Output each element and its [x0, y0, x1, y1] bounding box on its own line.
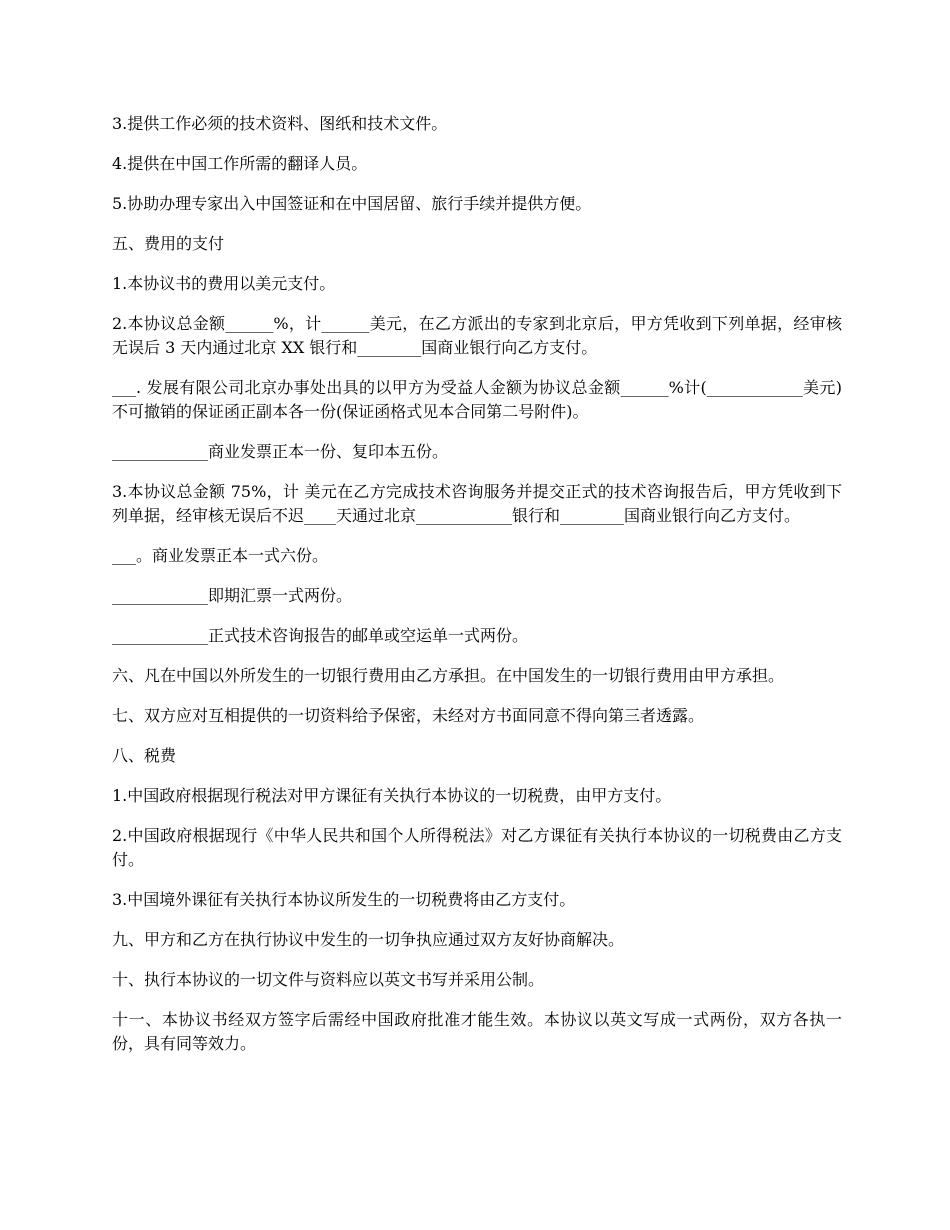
payment-sight-draft: ____________即期汇票一式两份。 — [112, 586, 353, 605]
tax-clause-1: 1.中国政府根据现行税法对甲方课征有关执行本协议的一切税费，由甲方支付。 — [112, 786, 672, 805]
payment-guarantee-letter: ___. 发展有限公司北京办事处出具的以甲方为受益人金额为协议总金额______%计(____________美元)不可撤销的保证函正副本各一份(保证函格式见本合同第二号附件)。 — [112, 378, 842, 421]
tax-clause-2: 2.中国政府根据现行《中华人民共和国个人所得税法》对乙方课征有关执行本协议的一切税费由乙方支付。 — [112, 826, 842, 869]
clause-5-visa-assistance: 5.协助办理专家出入中国签证和在中国居留、旅行手续并提供方便。 — [112, 194, 592, 213]
payment-clause-3: 3.本协议总金额 75%，计 美元在乙方完成技术咨询服务并提交正式的技术咨询报告后，甲方凭收到下列单据，经审核无误后不迟____天通过北京____________银行和________国商业银行向乙方支付。 — [112, 482, 842, 525]
clause-4-provide-translators: 4.提供在中国工作所需的翻译人员。 — [112, 154, 368, 173]
section-9-disputes: 九、甲方和乙方在执行协议中发生的一切争执应通过双方友好协商解决。 — [112, 930, 625, 949]
clause-3-provide-technical-materials: 3.提供工作必须的技术资料、图纸和技术文件。 — [112, 114, 448, 133]
tax-clause-3: 3.中国境外课征有关执行本协议所发生的一切税费将由乙方支付。 — [112, 890, 576, 909]
section-6-bank-fees: 六、凡在中国以外所发生的一切银行费用由乙方承担。在中国发生的一切银行费用由甲方承担。 — [112, 666, 785, 685]
section-8-heading: 八、税费 — [112, 746, 177, 765]
payment-clause-1: 1.本协议书的费用以美元支付。 — [112, 274, 336, 293]
payment-commercial-invoice: ____________商业发票正本一份、复印本五份。 — [112, 442, 449, 461]
document-page — [112, 112, 842, 1072]
payment-invoice-six-copies: ___。商业发票正本一式六份。 — [112, 546, 329, 565]
section-5-heading: 五、费用的支付 — [112, 234, 225, 253]
payment-clause-2: 2.本协议总金额______%，计______美元，在乙方派出的专家到北京后，甲方凭收到下列单据，经审核无误后 3 天内通过北京 XX 银行和________国商业银行向乙方支付。 — [112, 314, 842, 357]
payment-report-waybill: ____________正式技术咨询报告的邮单或空运单一式两份。 — [112, 626, 529, 645]
section-10-language: 十、执行本协议的一切文件与资料应以英文书写并采用公制。 — [112, 970, 545, 989]
section-7-confidentiality: 七、双方应对互相提供的一切资料给予保密，未经对方书面同意不得向第三者透露。 — [112, 706, 705, 725]
section-11-effectiveness: 十一、本协议书经双方签字后需经中国政府批准才能生效。本协议以英文写成一式两份，双方各执一份，具有同等效力。 — [112, 1010, 842, 1053]
